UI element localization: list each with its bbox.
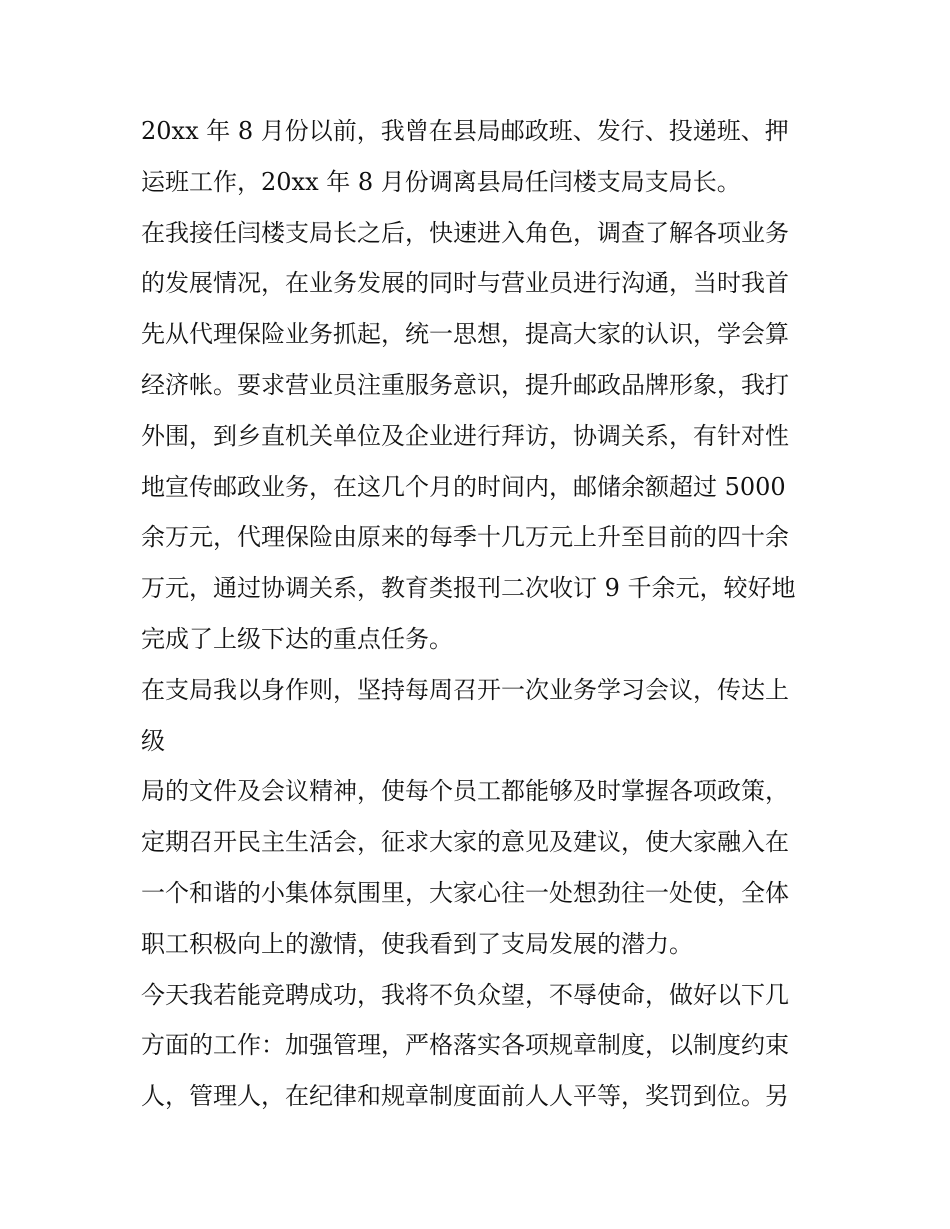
text-line: 20xx 年 8 月份以前，我曾在县局邮政班、发行、投递班、押	[141, 117, 789, 145]
text-line: 一个和谐的小集体氛围里，大家心往一处想劲往一处使，全体	[141, 878, 789, 907]
text-line: 外围，到乡直机关单位及企业进行拜访，协调关系，有针对性	[141, 421, 789, 450]
text-line: 定期召开民主生活会，征求大家的意见及建议，使大家融入在	[141, 828, 789, 857]
text-line: 余万元，代理保险由原来的每季十几万元上升至目前的四十余	[141, 523, 789, 552]
text-line: 先从代理保险业务抓起，统一思想，提高大家的认识，学会算	[141, 320, 789, 349]
text-line: 职工积极向上的激情，使我看到了支局发展的潜力。	[141, 929, 693, 958]
text-line: 级	[141, 726, 165, 755]
text-line: 完成了上级下达的重点任务。	[141, 624, 453, 653]
text-line: 经济帐。要求营业员注重服务意识，提升邮政品牌形象，我打	[141, 370, 789, 399]
text-line: 在支局我以身作则，坚持每周召开一次业务学习会议，传达上	[141, 675, 789, 704]
text-line: 方面的工作：加强管理，严格落实各项规章制度，以制度约束	[141, 1031, 789, 1060]
text-line: 的发展情况，在业务发展的同时与营业员进行沟通，当时我首	[141, 269, 789, 298]
text-line: 运班工作，20xx 年 8 月份调离县局任闫楼支局支局长。	[141, 167, 741, 196]
document-body	[141, 106, 821, 1122]
text-line: 今天我若能竞聘成功，我将不负众望，不辱使命，做好以下几	[141, 980, 789, 1009]
text-line: 在我接任闫楼支局长之后，快速进入角色，调查了解各项业务	[141, 218, 789, 247]
text-line: 人，管理人，在纪律和规章制度面前人人平等，奖罚到位。另	[141, 1082, 789, 1111]
text-line: 地宣传邮政业务，在这几个月的时间内，邮储余额超过 5000	[141, 472, 786, 501]
text-line: 局的文件及会议精神，使每个员工都能够及时掌握各项政策，	[141, 777, 789, 806]
text-line: 万元，通过协调关系，教育类报刊二次收订 9 千余元，较好地	[141, 574, 796, 603]
